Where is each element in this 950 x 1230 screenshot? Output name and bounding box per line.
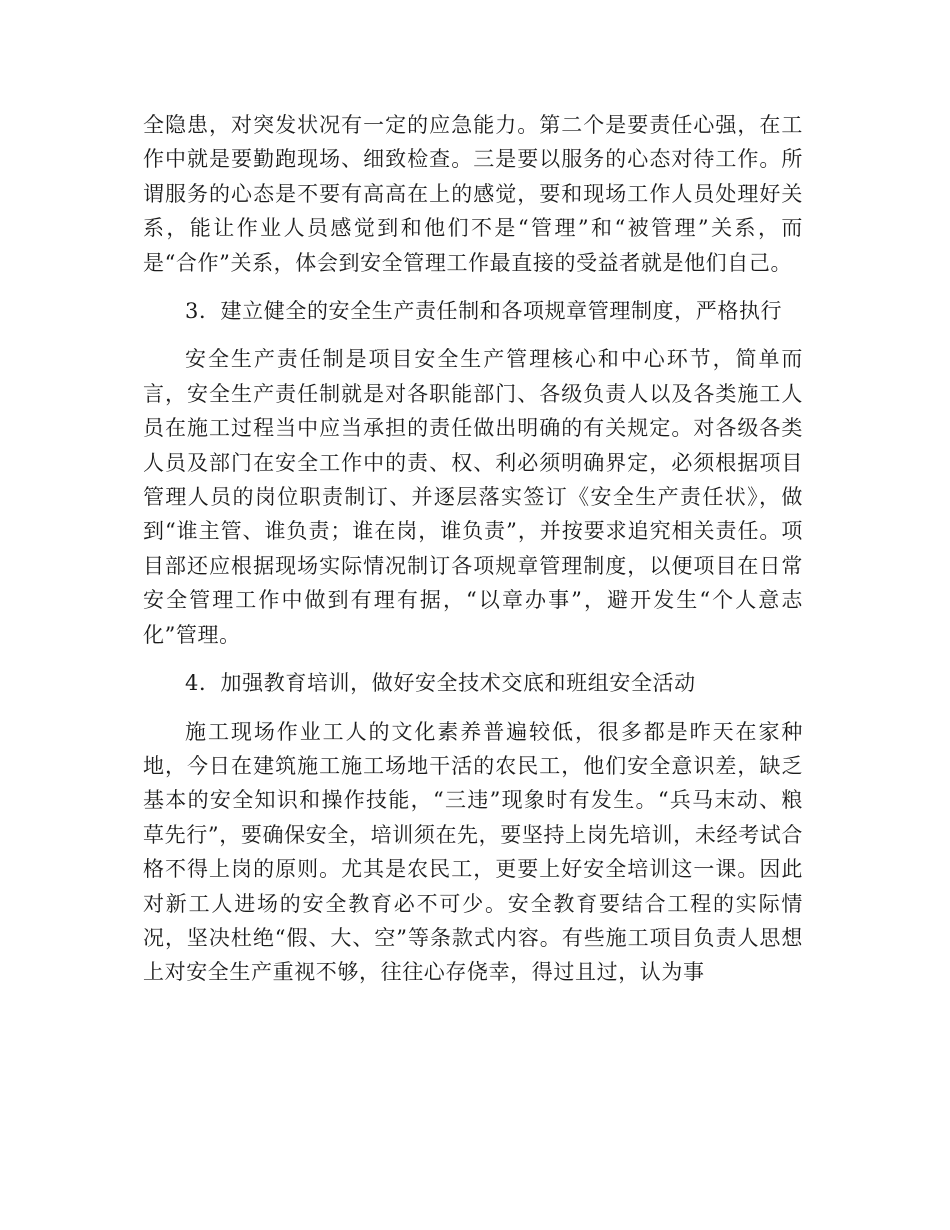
section-heading-3: 3．建立健全的安全生产责任制和各项规章管理制度，严格执行 [185, 299, 783, 324]
paragraph-continuation: 全隐患，对突发状况有一定的应急能力。第二个是要责任心强，在工作中就是要勤跑现场、细致检查。三是要以服务的心态对待工作。所谓服务的心态是不要有高高在上的感觉，要和现场工作人员处理好关系，能让作业人员感觉到和他们不是“管理”和“被管理”关系，而是“合作”关系，体会到安全管理工作最直接的受益者就是他们自己。 [143, 113, 803, 275]
section-heading-4: 4．加强教育培训，做好安全技术交底和班组安全活动 [185, 671, 696, 696]
document-body [143, 108, 803, 1004]
paragraph-training: 施工现场作业工人的文化素养普遍较低，很多都是昨天在家种地，今日在建筑施工施工场地干活的农民工，他们安全意识差，缺乏基本的安全知识和操作技能，“三违”现象时有发生。“兵马末动、粮草先行”，要确保安全，培训须在先，要坚持上岗先培训，未经考试合格不得上岗的原则。尤其是农民工，更要上好安全培训这一课。因此对新工人进场的安全教育必不可少。安全教育要结合工程的实际情况，坚决杜绝“假、大、空”等条款式内容。有些施工项目负责人思想上对安全生产重视不够，往往心存侥幸，得过且过，认为事 [143, 719, 803, 985]
paragraph-responsibility-system: 安全生产责任制是项目安全生产管理核心和中心环节，简单而言，安全生产责任制就是对各职能部门、各级负责人以及各类施工人员在施工过程当中应当承担的责任做出明确的有关规定。对各级各类人员及部门在安全工作中的责、权、利必须明确界定，必须根据项目管理人员的岗位职责制订、并逐层落实签订《安全生产责任状》，做到“谁主管、谁负责；谁在岗，谁负责”，并按要求追究相关责任。项目部还应根据现场实际情况制订各项规章管理制度，以便项目在日常安全管理工作中做到有理有据，“以章办事”，避开发生“个人意志化”管理。 [143, 347, 803, 647]
